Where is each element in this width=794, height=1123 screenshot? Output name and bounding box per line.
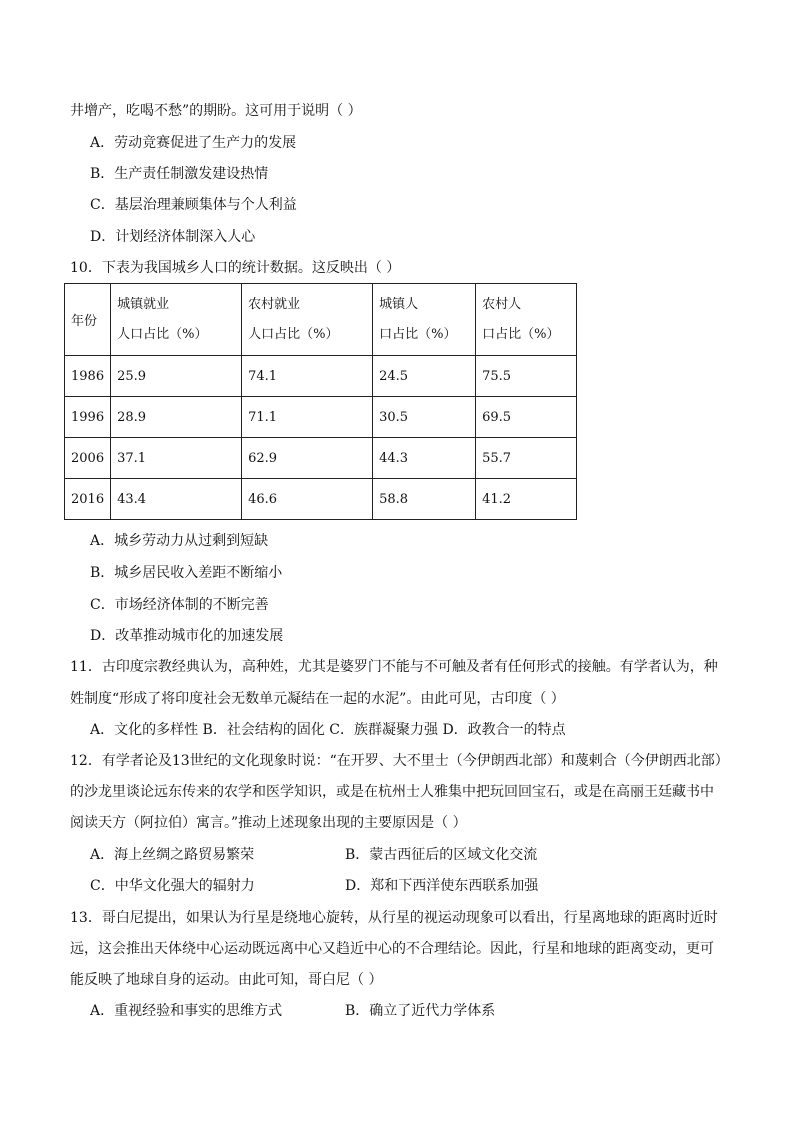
population-table bbox=[64, 283, 577, 520]
q10-stem: 10．下表为我国城乡人口的统计数据。这反映出（ ） bbox=[70, 260, 401, 276]
q12-option-d: D．郑和下西洋使东西联系加强 bbox=[345, 878, 539, 894]
q12-option-c: C．中华文化强大的辐射力 bbox=[90, 878, 255, 894]
cell-year: 1986 bbox=[65, 356, 111, 397]
q13-option-a: A．重视经验和事实的思维方式 bbox=[90, 1003, 283, 1019]
q12-stem-line3: 阅读天方（阿拉伯）寓言。”推动上述现象出现的主要原因是（ ） bbox=[70, 815, 467, 831]
cell-value: 25.9 bbox=[111, 356, 242, 397]
q10-option-c: C．市场经济体制的不断完善 bbox=[90, 597, 269, 613]
table-row bbox=[65, 438, 577, 479]
cell-value: 46.6 bbox=[242, 479, 373, 520]
question-stem-continuation: 井增产，吃喝不愁”的期盼。这可用于说明（ ） bbox=[70, 103, 362, 119]
cell-value: 41.2 bbox=[476, 479, 577, 520]
cell-year: 2016 bbox=[65, 479, 111, 520]
header-urban-employment: 城镇就业 人口占比（%） bbox=[111, 284, 242, 356]
q11-stem-line1: 11．古印度宗教经典认为，高种姓，尤其是婆罗门不能与不可触及者有任何形式的接触。有学者认为，种 bbox=[70, 659, 718, 675]
q13-stem-line3: 能反映了地球自身的运动。由此可知，哥白尼（ ） bbox=[70, 972, 383, 988]
q13-stem-line2: 远，这会推出天体绕中心运动既远离中心又趋近中心的不合理结论。因此，行星和地球的距离变动，更可 bbox=[70, 941, 714, 957]
header-year: 年份 bbox=[65, 284, 111, 356]
cell-value: 24.5 bbox=[373, 356, 476, 397]
cell-value: 75.5 bbox=[476, 356, 577, 397]
table-header-row bbox=[65, 284, 577, 356]
q11-stem-line2: 姓制度“形成了将印度社会无数单元凝结在一起的水泥”。由此可见，古印度（ ） bbox=[70, 691, 565, 707]
table-row bbox=[65, 479, 577, 520]
q10-option-a: A．城乡劳动力从过剩到短缺 bbox=[90, 533, 269, 549]
q13-stem-line1: 13．哥白尼提出，如果认为行星是绕地心旋转，从行星的视运动现象可以看出，行星离地球的距离时近时 bbox=[70, 910, 718, 926]
q10-option-d: D．改革推动城市化的加速发展 bbox=[90, 628, 284, 644]
cell-year: 1996 bbox=[65, 397, 111, 438]
cell-value: 37.1 bbox=[111, 438, 242, 479]
cell-value: 74.1 bbox=[242, 356, 373, 397]
q12-stem-line2: 的沙龙里谈论远东传来的农学和医学知识，或是在杭州士人雅集中把玩回回宝石，或是在高丽王廷藏书中 bbox=[70, 784, 714, 800]
q11-options: A．文化的多样性 B．社会结构的固化 C．族群凝聚力强 D．政教合一的特点 bbox=[90, 722, 566, 738]
q12-options-row2 bbox=[90, 876, 539, 896]
header-rural-population: 农村人 口占比（%） bbox=[476, 284, 577, 356]
q12-options-row1 bbox=[90, 845, 538, 865]
header-rural-employment: 农村就业 人口占比（%） bbox=[242, 284, 373, 356]
table-row bbox=[65, 397, 577, 438]
cell-value: 69.5 bbox=[476, 397, 577, 438]
cell-value: 44.3 bbox=[373, 438, 476, 479]
q12-option-b: B．蒙古西征后的区域文化交流 bbox=[345, 847, 538, 863]
q12-stem-line1: 12．有学者论及13世纪的文化现象时说：“在开罗、大不里士（今伊朗西北部）和蔑剌合（今伊朗西北部） bbox=[70, 753, 729, 769]
cell-value: 62.9 bbox=[242, 438, 373, 479]
cell-value: 55.7 bbox=[476, 438, 577, 479]
q9-option-b: B．生产责任制激发建设热情 bbox=[90, 166, 269, 182]
header-urban-population: 城镇人 口占比（%） bbox=[373, 284, 476, 356]
cell-value: 71.1 bbox=[242, 397, 373, 438]
q13-option-b: B．确立了近代力学体系 bbox=[345, 1003, 496, 1019]
cell-value: 58.8 bbox=[373, 479, 476, 520]
cell-value: 28.9 bbox=[111, 397, 242, 438]
cell-value: 43.4 bbox=[111, 479, 242, 520]
table-row bbox=[65, 356, 577, 397]
q12-option-a: A．海上丝绸之路贸易繁荣 bbox=[90, 847, 255, 863]
cell-year: 2006 bbox=[65, 438, 111, 479]
cell-value: 30.5 bbox=[373, 397, 476, 438]
q13-options-row1 bbox=[90, 1001, 496, 1021]
q10-option-b: B．城乡居民收入差距不断缩小 bbox=[90, 565, 283, 581]
q9-option-a: A．劳动竞赛促进了生产力的发展 bbox=[90, 135, 297, 151]
q9-option-c: C．基层治理兼顾集体与个人利益 bbox=[90, 197, 297, 213]
q9-option-d: D．计划经济体制深入人心 bbox=[90, 229, 256, 245]
